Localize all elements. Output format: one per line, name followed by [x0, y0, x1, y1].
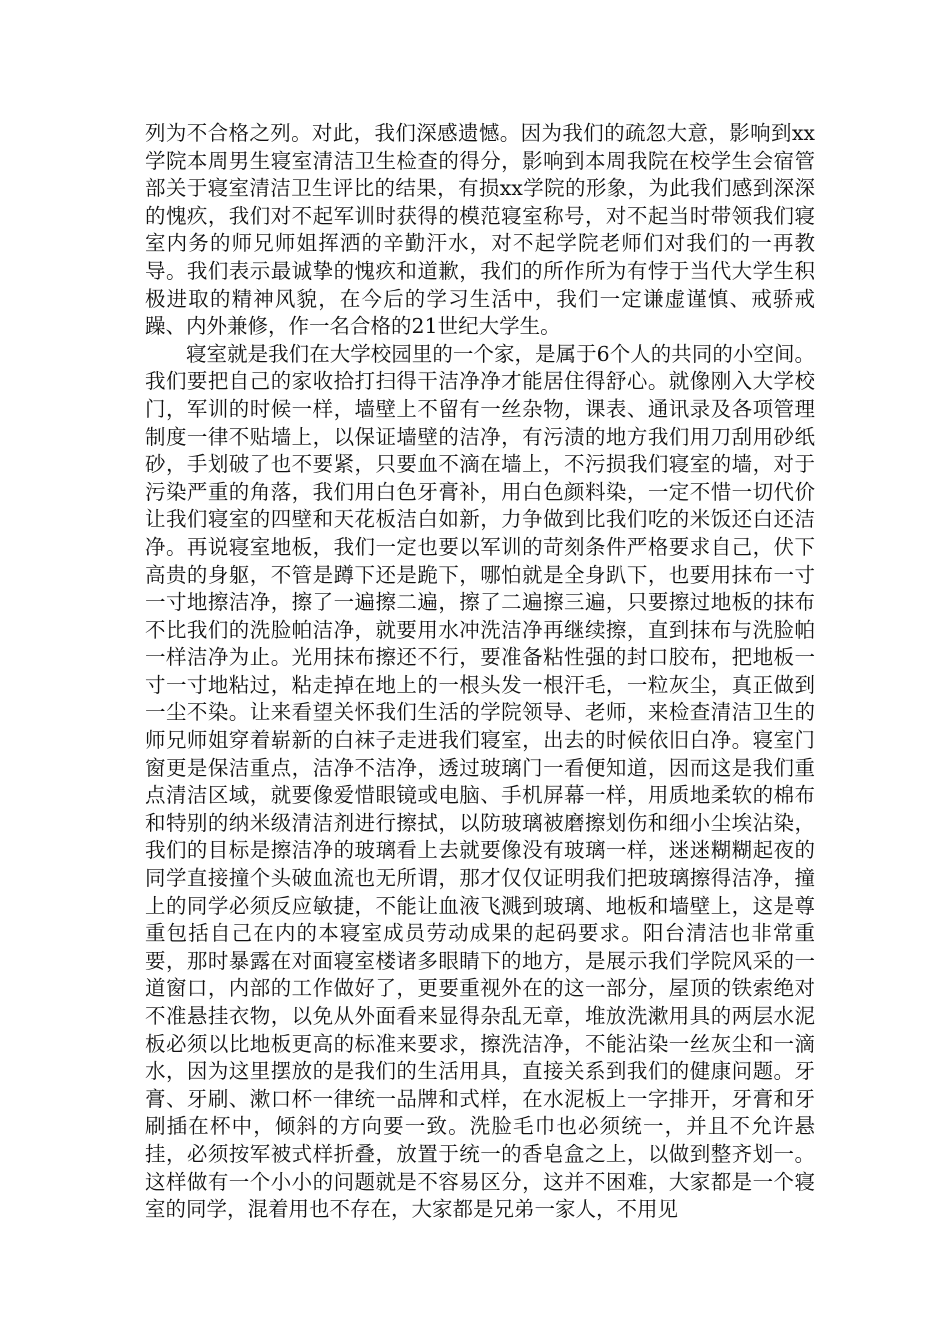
paragraph-1: 列为不合格之列。对此，我们深感遗憾。因为我们的疏忽大意，影响到xx学院本周男生寝室清洁卫生检查的得分，影响到本周我院在校学生会宿管部关于寝室清洁卫生评比的结果，有损xx学院的形象，为此我们感到深深的愧疚，我们对不起军训时获得的模范寝室称号，对不起当时带领我们寝室内务的师兄师姐挥洒的辛勤汗水，对不起学院老师们对我们的一再教导。我们表示最诚挚的愧疚和道歉，我们的所作所为有悖于当代大学生积极进取的精神风貌，在今后的学习生活中，我们一定谦虚谨慎、戒骄戒躁、内外兼修，作一名合格的21世纪大学生。: [145, 121, 815, 339]
document-body: [145, 120, 815, 1224]
paragraph-2: 寝室就是我们在大学校园里的一个家，是属于6个人的共同的小空间。我们要把自己的家收拾打扫得干洁净净才能居住得舒心。就像刚入大学校门，军训的时候一样，墙壁上不留有一丝杂物，课表、通讯录及各项管理制度一律不贴墙上，以保证墙壁的洁净，有污渍的地方我们用刀刮用砂纸砂，手划破了也不要紧，只要血不滴在墙上，不污损我们寝室的墙，对于污染严重的角落，我们用白色牙膏补，用白色颜料染，一定不惜一切代价让我们寝室的四壁和天花板洁白如新，力争做到比我们吃的米饭还白还洁净。再说寝室地板，我们一定也要以军训的苛刻条件严格要求自己，伏下高贵的身躯，不管是蹲下还是跪下，哪怕就是全身趴下，也要用抹布一寸一寸地擦洁净，擦了一遍擦二遍，擦了二遍擦三遍，只要擦过地板的抹布不比我们的洗脸帕洁净，就要用水冲洗洁净再继续擦，直到抹布与洗脸帕一样洁净为止。光用抹布擦还不行，要准备粘性强的封口胶布，把地板一寸一寸地粘过，粘走掉在地上的一根头发一根汗毛，一粒灰尘，真正做到一尘不染。让来看望关怀我们生活的学院领导、老师，来检查清洁卫生的师兄师姐穿着崭新的白袜子走进我们寝室，出去的时候依旧白净。寝室门窗更是保洁重点，洁净不洁净，透过玻璃门一看便知道，因而这是我们重点清洁区域，就要像爱惜眼镜或电脑、手机屏幕一样，用质地柔软的棉布和特别的纳米级清洁剂进行擦拭，以防玻璃被磨擦划伤和细小尘埃沾染，我们的目标是擦洁净的玻璃看上去就要像没有玻璃一样，迷迷糊糊起夜的同学直接撞个头破血流也无所谓，那才仅仅证明我们把玻璃擦得洁净，撞上的同学必须反应敏捷，不能让血液飞溅到玻璃、地板和墙壁上，这是尊重包括自己在内的本寝室成员劳动成果的起码要求。阳台清洁也非常重要，那时暴露在对面寝室楼诸多眼睛下的地方，是展示我们学院风采的一道窗口，内部的工作做好了，更要重视外在的这一部分，屋顶的铁索绝对不准悬挂衣物，以免从外面看来显得杂乱无章，堆放洗漱用具的两层水泥板必须以比地板更高的标准来要求，擦洗洁净，不能沾染一丝灰尘和一滴水，因为这里摆放的是我们的生活用具，直接关系到我们的健康问题。牙膏、牙刷、漱口杯一律统一品牌和式样，在水泥板上一字排开，牙膏和牙刷插在杯中，倾斜的方向要一致。洗脸毛巾也必须统一，并且不允许悬挂，必须按军被式样折叠，放置于统一的香皂盒之上，以做到整齐划一。这样做有一个小小的问题就是不容易区分，这并不困难，大家都是一个寝室的同学，混着用也不存在，大家都是兄弟一家人，不用见: [145, 341, 815, 1222]
